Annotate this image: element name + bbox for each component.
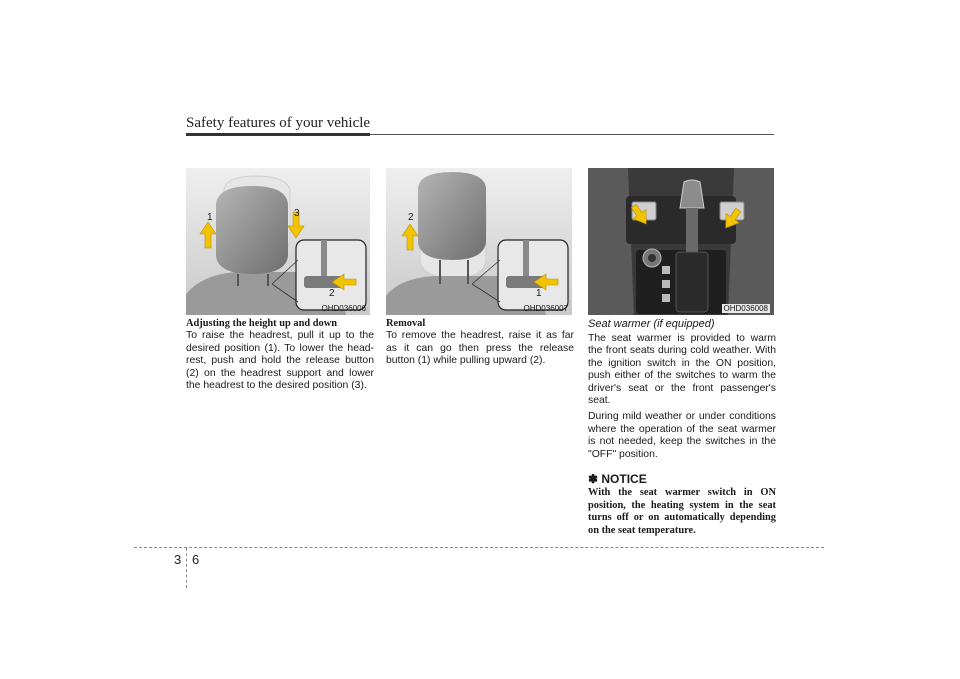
- figure-code: OHD036007: [523, 304, 568, 313]
- figure-code: OHD036006: [321, 304, 366, 313]
- section-heading: Seat warmer (if equipped): [588, 318, 715, 330]
- body-text: The seat warmer is provided to warm the front seats during cold weather. With the ignition switch in the ON position, push either of the switches to warm the driver's seat or the front passenger's seat.: [588, 333, 776, 407]
- column-seat-warmer: [588, 318, 776, 537]
- callout-1: 1: [536, 288, 542, 299]
- notice-body: With the seat warmer switch in ON position, the heating system in the seat turns off or on automatically depending on the seat temperature.: [588, 487, 776, 536]
- figure-code: OHD036008: [723, 304, 768, 313]
- column-removal: [386, 318, 574, 372]
- header-rule: [370, 134, 774, 135]
- header-accent-bar: [186, 133, 370, 136]
- body-text: To raise the headrest, pull it up to the desired position (1). To lower the head-rest, push and hold the release button (2) on the headrest support and lower the headrest to the desired position (3).: [186, 330, 374, 392]
- figure-seat-warmer-console: [588, 168, 774, 315]
- footer-rule: [134, 547, 824, 548]
- column-adjust-height: [186, 318, 374, 396]
- notice-heading: ✽ NOTICE: [588, 472, 647, 487]
- section-heading: Removal: [386, 318, 426, 329]
- callout-2: 2: [408, 212, 414, 223]
- callout-1: 1: [207, 212, 213, 223]
- figure-headrest-adjust: [186, 168, 370, 315]
- page-number: 6: [192, 552, 200, 567]
- body-text: To remove the headrest, raise it as far as it can go then press the release button (1) while pulling upward (2).: [386, 330, 574, 367]
- section-number: 3: [174, 552, 182, 567]
- figure-headrest-removal: [386, 168, 572, 315]
- section-heading: Adjusting the height up and down: [186, 318, 338, 329]
- callout-2: 2: [329, 288, 335, 299]
- page-header-title: Safety features of your vehicle: [186, 115, 371, 131]
- footer-divider: [186, 548, 187, 588]
- body-text: During mild weather or under conditions where the operation of the seat warmer is not needed, keep the switches in the "OFF" position.: [588, 411, 776, 460]
- callout-3: 3: [294, 208, 300, 219]
